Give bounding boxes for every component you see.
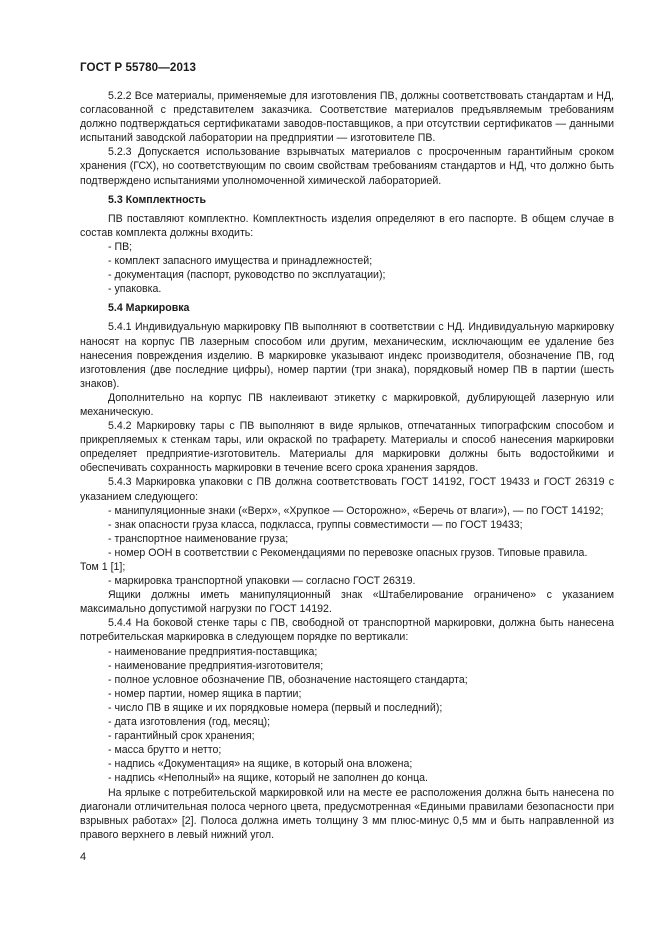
list-item: - ПВ; <box>108 240 133 253</box>
list-item: - наименование предприятия-изготовителя; <box>108 659 324 672</box>
list-item: - маркировка транспортной упаковки — согласно ГОСТ 26319. <box>108 575 416 588</box>
section-heading-5-3: 5.3 Комплектность <box>108 193 206 206</box>
paragraph-5-2-3: 5.2.3 Допускается использование взрывчатых материалов с просроченным гарантийным сроком хранения (ГСХ), но соответствующим по своим свойствам требованиям стандартов и НД, что должно быть подтверждено испытаниями уполномоченной химической лабораторией. <box>80 146 614 187</box>
list-item: - номер партии, номер ящика в партии; <box>108 687 302 700</box>
paragraph: Ящики должны иметь манипуляционный знак «Штабелирование ограничено» с указанием максимально допустимой нагрузки по ГОСТ 14192. <box>80 589 614 616</box>
paragraph-5-4-2: 5.4.2 Маркировку тары с ПВ выполняют в виде ярлыков, отпечатанных типографским способом и прикрепляемых к стенкам тары, или окраской по трафарету. Материалы и способ нанесения маркировки определяет предприятие-изготовитель. Материалы для маркировки должны быть водостойкими и обеспечивать сохранность маркировки в течение всего срока хранения зарядов. <box>80 420 614 475</box>
list-item: - комплект запасного имущества и принадлежностей; <box>108 255 373 268</box>
list-item: - масса брутто и нетто; <box>108 744 222 757</box>
document-header: ГОСТ Р 55780—2013 <box>80 61 197 74</box>
paragraph: ПВ поставляют комплектно. Комплектность изделия определяют в его паспорте. В общем случае в состав комплекта должны входить: <box>80 212 614 239</box>
list-item: - гарантийный срок хранения; <box>108 730 255 743</box>
list-item: - упаковка. <box>108 283 162 296</box>
paragraph-5-4-1: 5.4.1 Индивидуальную маркировку ПВ выполняют в соответствии с НД. Индивидуальную маркировку наносят на корпус ПВ лазерным способом или другим, механическим, исключающим ее удаление без нанесения повреждения изделию. В маркировке указывают индекс производителя, обозначение ПВ, год изготовления (две последние цифры), номер партии (три знака), порядковый номер ПВ в партии (шесть знаков). <box>80 321 614 390</box>
paragraph: На ярлыке с потребительской маркировкой или на месте ее расположения должна быть нанесена по диагонали отличительная полоса черного цвета, предусмотренная «Едиными правилами безопасности при взрывных работах» [2]. Полоса должна иметь толщину 3 мм плюс-минус 0,5 мм и быть направленной из правого верхнего в левый нижний угол. <box>80 786 614 841</box>
list-item-continuation: Том 1 [1]; <box>80 561 126 573</box>
list-item: - наименование предприятия-поставщика; <box>108 645 318 658</box>
list-item: - надпись «Неполный» на ящике, который не заполнен до конца. <box>108 772 428 785</box>
section-heading-5-4: 5.4 Маркировка <box>108 302 190 315</box>
list-item: - надпись «Документация» на ящике, в который она вложена; <box>108 758 413 771</box>
page-number: 4 <box>80 851 87 863</box>
paragraph-5-2-2: 5.2.2 Все материалы, применяемые для изготовления ПВ, должны соответствовать стандартам и НД, согласованной с представителем заказчика. Соответствие материалов предъявляемым требованиям должно подтверждаться сертификатами заводов-поставщиков, а при отсутствии сертификатов — данными испытаний заводской лаборатории на предприятии — изготовителе ПВ. <box>80 90 614 145</box>
paragraph: Дополнительно на корпус ПВ наклеивают этикетку с маркировкой, дублирующей лазерную или механическую. <box>80 391 614 418</box>
list-item: - манипуляционные знаки («Верх», «Хрупкое — Осторожно», «Беречь от влаги»), — по ГОСТ 14192; <box>108 504 604 517</box>
list-item: - дата изготовления (год, месяц); <box>108 716 271 729</box>
list-item: - номер ООН в соответствии с Рекомендациями по перевозке опасных грузов. Типовые правила. <box>108 546 588 559</box>
document-body <box>80 89 614 842</box>
list-item: - полное условное обозначение ПВ, обозначение настоящего стандарта; <box>108 673 468 686</box>
list-item: - число ПВ в ящике и их порядковые номера (первый и последний); <box>108 701 443 714</box>
list-item: - документация (паспорт, руководство по эксплуатации); <box>108 269 386 282</box>
paragraph-5-4-4: 5.4.4 На боковой стенке тары с ПВ, свободной от транспортной маркировки, должна быть нанесена потребительская маркировка в следующем порядке по вертикали: <box>80 617 614 644</box>
list-item: - транспортное наименование груза; <box>108 532 289 545</box>
list-item: - знак опасности груза класса, подкласса, группы совместимости — по ГОСТ 19433; <box>108 518 523 531</box>
paragraph-5-4-3: 5.4.3 Маркировка упаковки с ПВ должна соответствовать ГОСТ 14192, ГОСТ 19433 и ГОСТ 26319 с указанием следующего: <box>80 476 614 503</box>
